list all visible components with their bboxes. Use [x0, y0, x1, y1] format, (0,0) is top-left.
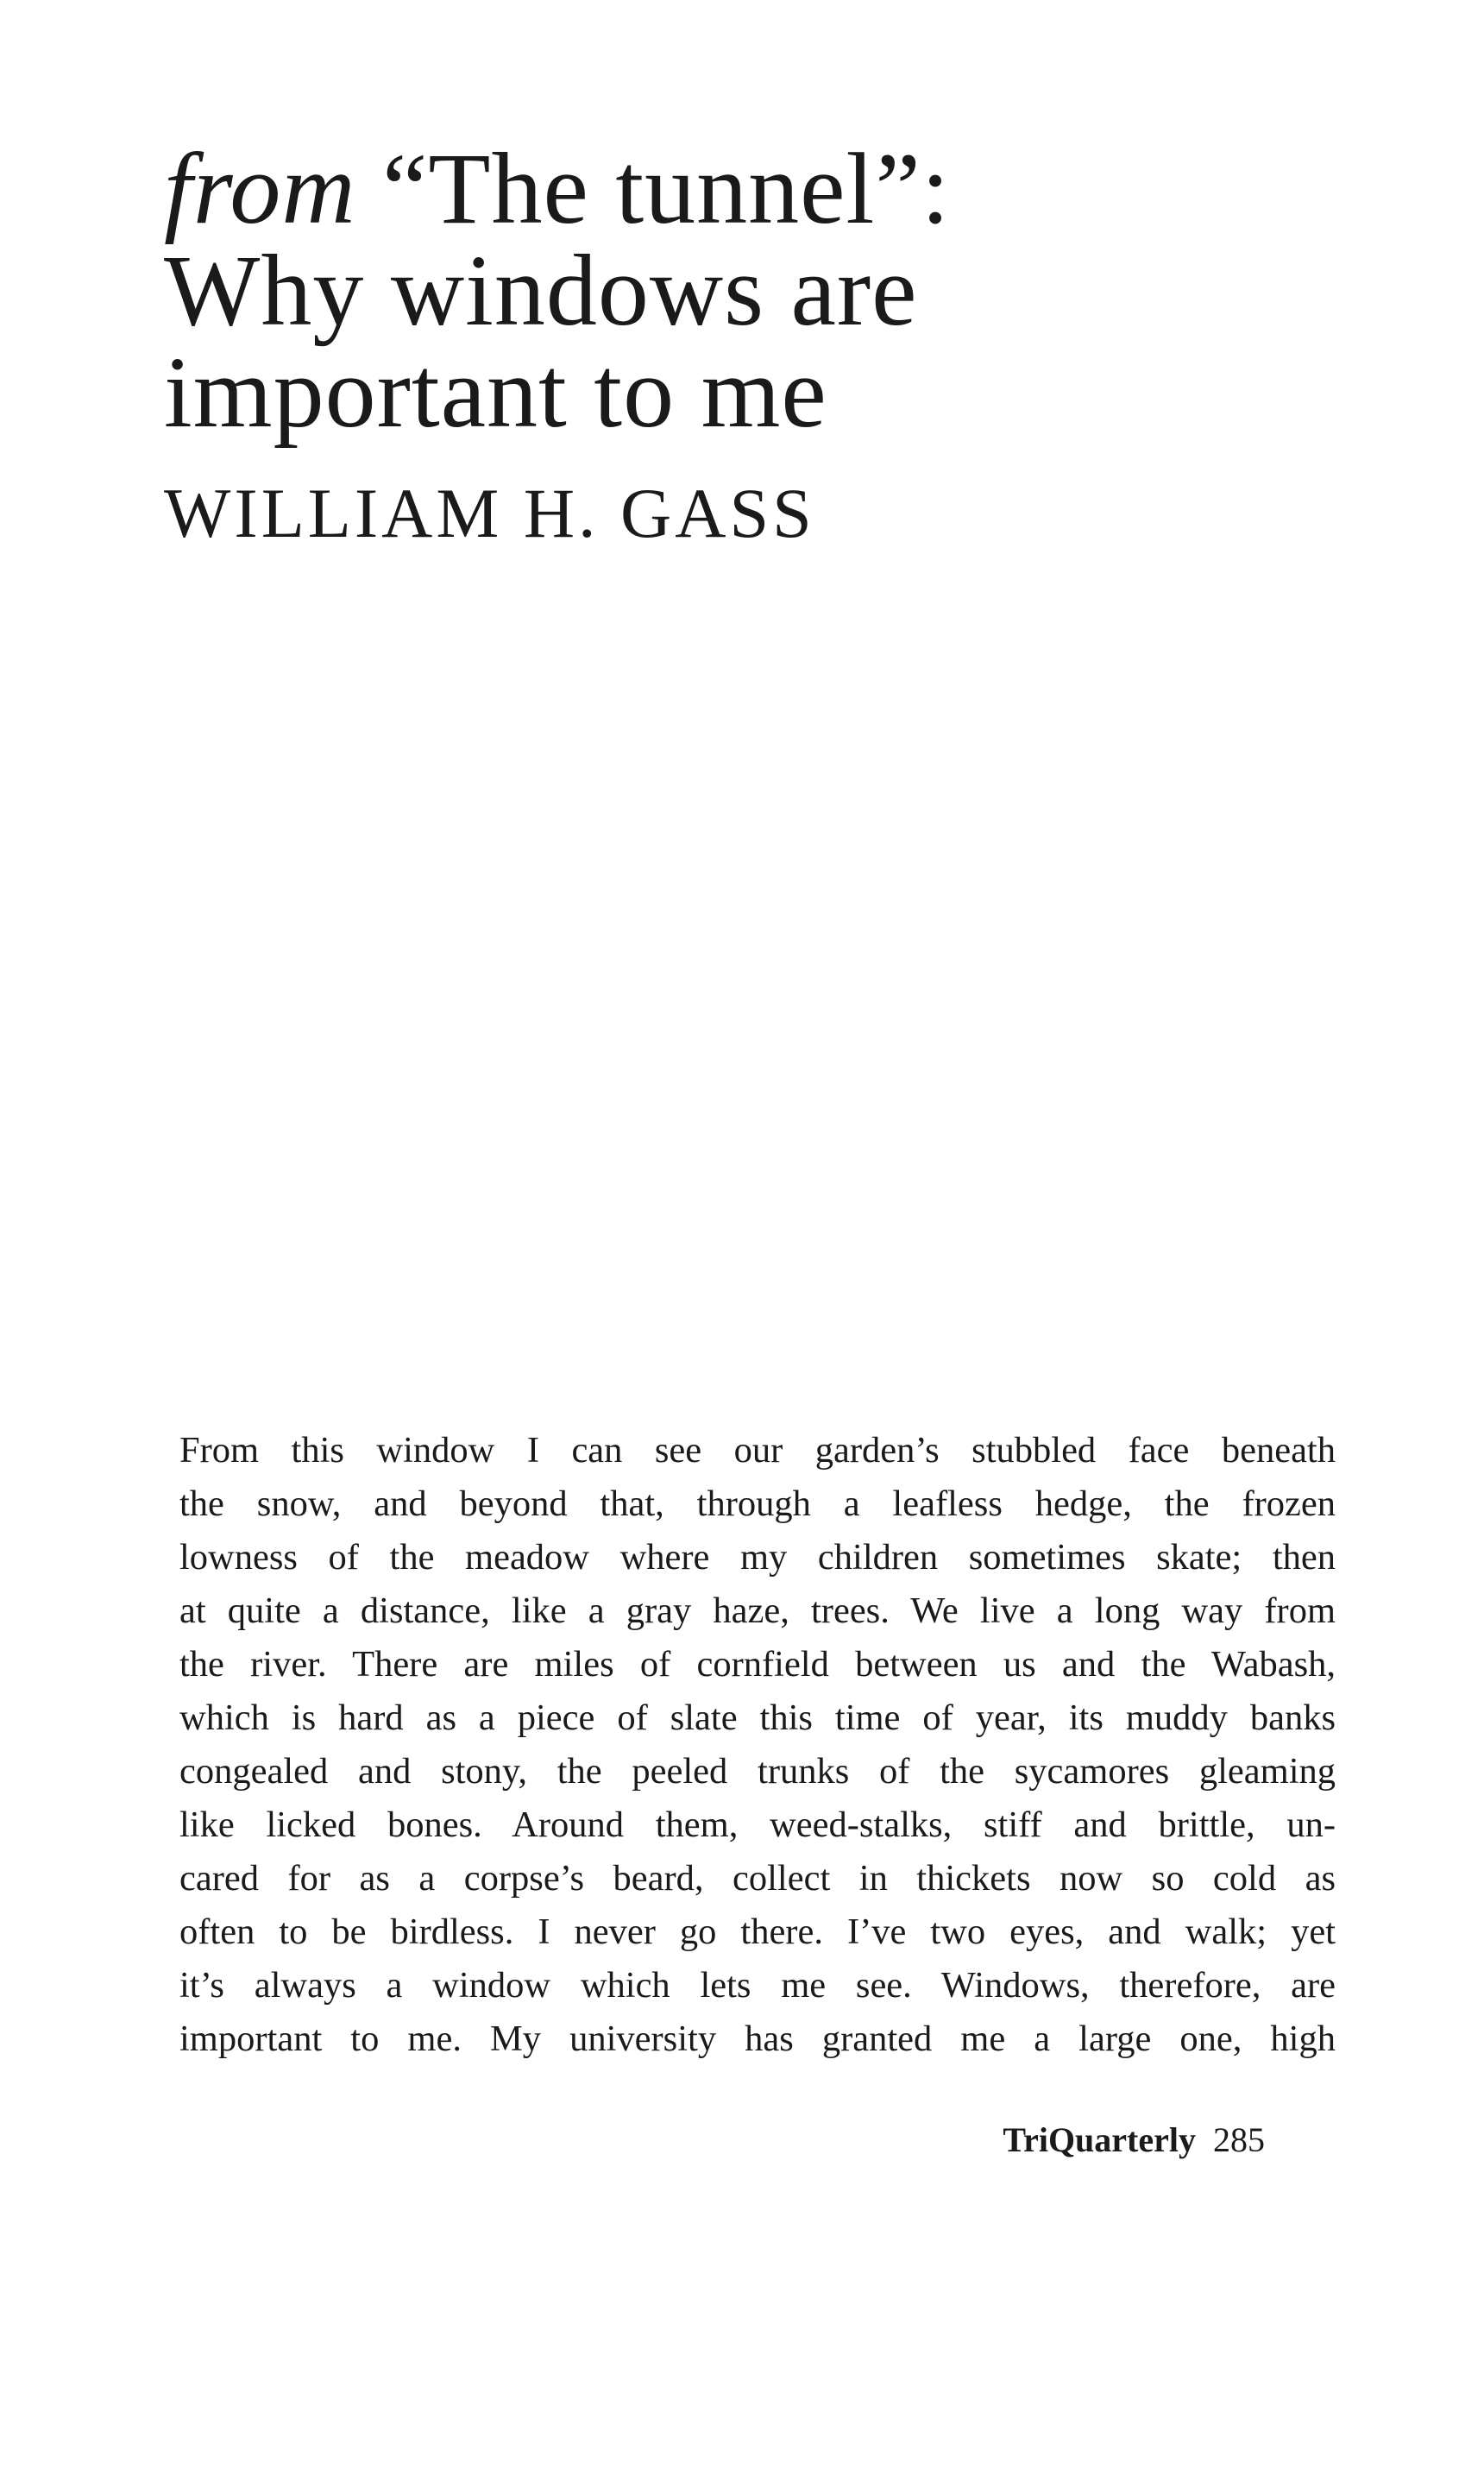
body-line: cared for as a corpse’s beard, collect in thickets now so cold as — [179, 1858, 1336, 1899]
author-name: WILLIAM H. GASS — [164, 474, 815, 552]
body-text — [179, 1424, 1336, 2066]
body-line: often to be birdless. I never go there. I’ve two eyes, and walk; yet — [179, 1912, 1336, 1952]
body-line: like licked bones. Around them, weed-stalks, stiff and brittle, un- — [179, 1805, 1336, 1845]
body-line: congealed and stony, the peeled trunks of the sycamores gleaming — [179, 1751, 1336, 1792]
body-line: which is hard as a piece of slate this time of year, its muddy banks — [179, 1697, 1336, 1738]
title-line-1 — [164, 132, 1286, 245]
body-line: it’s always a window which lets me see. Windows, therefore, are — [179, 1965, 1336, 2006]
title-line-2: Why windows are — [164, 234, 918, 347]
article-title — [164, 132, 1286, 552]
title-line-3: important to me — [164, 336, 827, 449]
title-line-1-rest: “The tunnel”: — [355, 132, 951, 245]
body-line: the snow, and beyond that, through a leafless hedge, the frozen — [179, 1483, 1336, 1524]
journal-name: TriQuarterly — [1003, 2120, 1196, 2159]
page-number: 285 — [1213, 2120, 1265, 2159]
title-prefix: from — [164, 132, 356, 245]
page-footer — [966, 2119, 1265, 2162]
body-line: From this window I can see our garden’s stubbled face beneath — [179, 1430, 1336, 1471]
body-line: the river. There are miles of cornfield between us and the Wabash, — [179, 1644, 1336, 1685]
body-line: important to me. My university has granted me a large one, high — [179, 2019, 1336, 2059]
body-line: at quite a distance, like a gray haze, trees. We live a long way from — [179, 1590, 1336, 1631]
body-line: lowness of the meadow where my children sometimes skate; then — [179, 1537, 1336, 1578]
